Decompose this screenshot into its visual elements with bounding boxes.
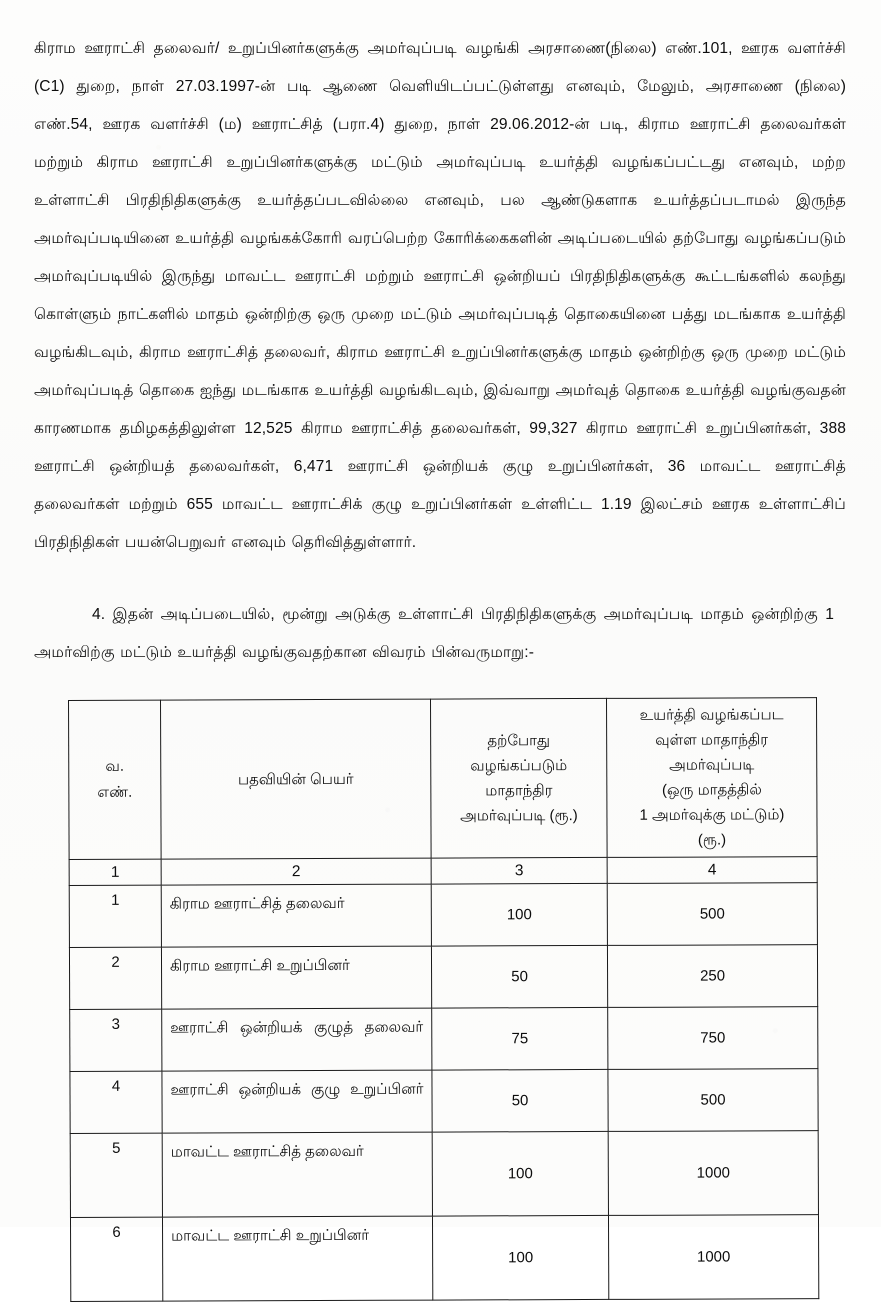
cell-revised-amount: 1000 <box>608 1215 818 1300</box>
table-row <box>69 883 817 948</box>
cell-post-name: கிராம ஊராட்சி உறுப்பினர் <box>161 946 431 1009</box>
cell-current-amount: 100 <box>432 1131 608 1216</box>
cell-serial: 4 <box>70 1071 162 1133</box>
cell-current-amount: 100 <box>432 1215 608 1300</box>
table-column-number-row <box>69 857 817 886</box>
table-row <box>70 1069 818 1134</box>
honorarium-table <box>68 697 819 1302</box>
header-current-line-2: வழங்கப்படும் <box>470 757 568 775</box>
header-revised-line-5: 1 அமர்வுக்கு மட்டும்) <box>639 806 785 824</box>
cell-current-amount: 50 <box>432 1069 608 1132</box>
cell-serial: 1 <box>69 885 161 947</box>
cell-current-amount: 75 <box>432 1007 608 1070</box>
column-number-1: 1 <box>69 859 161 885</box>
paragraph-body-main: கிராம ஊராட்சி தலைவர்/ உறுப்பினர்களுக்கு அமர்வுப்படி வழங்கி அரசாணை(நிலை) எண்.101, ஊரக வளர்ச்சி (C1) துறை, நாள் 27.03.1997-ன் படி ஆணை வெளியிடப்பட்டுள்ளது எனவும், மேலும், அரசாணை (நிலை) எண்.54, ஊரக வளர்ச்சி (ம) ஊராட்சித் (பரா.4) துறை, நாள் 29.06.2012-ன் படி, கிராம ஊராட்சி தலைவர்கள் மற்றும் கிராம ஊராட்சி உறுப்பினர்களுக்கு மட்டும் அமர்வுப்படி உயர்த்தி வழங்கப்பட்டது எனவும், மற்ற உள்ளாட்சி பிரதிநிதிகளுக்கு உயர்த்தப்படவில்லை எனவும், பல ஆண்டுகளாக உயர்த்தப்படாமல் இருந்த அமர்வுப்படியினை உயர்த்தி வழங்கக்கோரி வரப்பெற்ற கோரிக்கைகளின் அடிப்படையில் தற்போது வழங்கப்படும் அமர்வுப்படியில் இருந்து மாவட்ட ஊராட்சி மற்றும் ஊராட்சி ஒன்றியப் பிரதிநிதிகளுக்கு கூட்டங்களில் கலந்து கொள்ளும் நாட்களில் மாதம் ஒன்றிற்கு ஒரு முறை மட்டும் அமர்வுப்படித் தொகையினை பத்து மடங்காக உயர்த்தி வழங்கிடவும், கிராம ஊராட்சித் தலைவர், கிராம ஊராட்சி உறுப்பினர்களுக்கு மாதம் ஒன்றிற்கு ஒரு முறை மட்டும் அமர்வுப்படித் தொகை ஐந்து மடங்காக உயர்த்தி வழங்கிடவும், இவ்வாறு அமர்வுத் தொகை உயர்த்தி வழங்குவதன் காரணமாக தமிழகத்திலுள்ள 12,525 கிராம ஊராட்சித் தலைவர்கள், 99,327 கிராம ஊராட்சி உறுப்பினர்கள், 388 ஊராட்சி ஒன்றியத் தலைவர்கள், 6,471 ஊராட்சி ஒன்றியக் குழு உறுப்பினர்கள், 36 மாவட்ட ஊராட்சித் தலைவர்கள் மற்றும் 655 மாவட்ட ஊராட்சிக் குழு உறுப்பினர்கள் உள்ளிட்ட 1.19 இலட்சம் ஊரக உள்ளாட்சிப் பிரதிநிதிகள் பயன்பெறுவர் எனவும் தெரிவித்துள்ளார். <box>34 40 846 551</box>
cell-post-name: ஊராட்சி ஒன்றியக் குழு உறுப்பினர் <box>162 1070 432 1133</box>
cell-post-name: மாவட்ட ஊராட்சித் தலைவர் <box>162 1132 432 1217</box>
cell-revised-amount: 250 <box>607 945 817 1008</box>
paragraph-clause-4: 4. இதன் அடிப்படையில், மூன்று அடுக்கு உள்ளாட்சி பிரதிநிதிகளுக்கு அமர்வுப்படி மாதம் ஒன்றிற்கு 1 அமர்விற்கு மட்டும் உயர்த்தி வழங்குவதற்கான விவரம் பின்வருமாறு:- <box>34 606 834 661</box>
table-row <box>69 945 817 1010</box>
cell-post-name: ஊராட்சி ஒன்றியக் குழுத் தலைவர் <box>162 1008 432 1071</box>
header-revised-line-3: அமர்வுப்படி <box>669 756 755 774</box>
cell-revised-amount: 750 <box>608 1007 818 1070</box>
header-current-line-1: தற்போது <box>487 732 551 750</box>
honorarium-table-wrapper <box>68 697 818 1302</box>
header-revised-line-1: உயர்த்தி வழங்கப்பட <box>639 706 784 724</box>
table-row <box>70 1215 818 1302</box>
header-current-line-3: மாதாந்திர <box>485 782 553 800</box>
header-current-allowance <box>430 698 607 858</box>
table-row <box>70 1007 818 1072</box>
column-number-3: 3 <box>431 857 607 884</box>
cell-current-amount: 50 <box>431 945 607 1008</box>
cell-revised-amount: 1000 <box>608 1131 818 1216</box>
header-serial-line-1: வ. <box>105 757 125 775</box>
header-revised-line-6: (ரூ.) <box>697 831 727 849</box>
header-current-line-4: அமர்வுப்படி (ரூ.) <box>460 807 578 825</box>
cell-serial: 5 <box>70 1133 162 1217</box>
header-serial-line-2: எண். <box>97 783 133 801</box>
column-number-2: 2 <box>161 858 431 885</box>
header-post-name: பதவியின் பெயர் <box>161 699 432 859</box>
cell-current-amount: 100 <box>431 883 607 946</box>
cell-revised-amount: 500 <box>607 883 817 946</box>
table-header-row <box>69 698 818 860</box>
column-number-4: 4 <box>607 857 817 884</box>
cell-serial: 3 <box>70 1009 162 1071</box>
table-body <box>69 883 819 1302</box>
header-revised-allowance <box>606 698 817 858</box>
cell-serial: 2 <box>69 947 161 1009</box>
header-revised-line-4: (ஒரு மாதத்தில் <box>661 781 762 799</box>
cell-revised-amount: 500 <box>608 1069 818 1132</box>
header-revised-line-2: வுள்ள மாதாந்திர <box>655 731 769 749</box>
cell-post-name: மாவட்ட ஊராட்சி உறுப்பினர் <box>162 1216 432 1301</box>
cell-post-name: கிராம ஊராட்சித் தலைவர் <box>161 884 431 947</box>
cell-serial: 6 <box>70 1217 162 1301</box>
table-header <box>69 698 818 886</box>
document-content <box>34 30 848 1302</box>
table-row <box>70 1131 818 1218</box>
header-serial-number <box>69 700 162 859</box>
